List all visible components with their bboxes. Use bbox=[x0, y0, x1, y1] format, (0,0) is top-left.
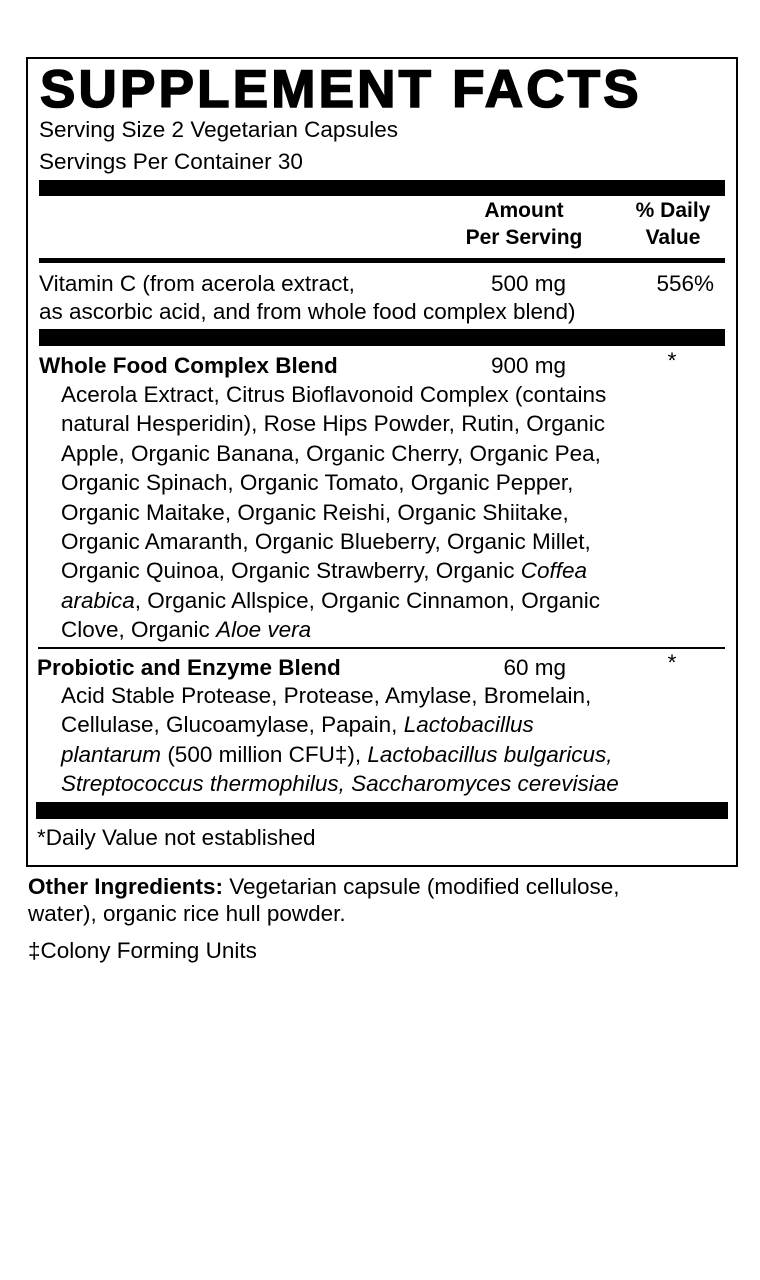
header-dv-line1: % Daily bbox=[635, 199, 711, 222]
daily-value-footnote: *Daily Value not established bbox=[37, 825, 316, 850]
medium-divider bbox=[39, 258, 725, 263]
ingredient-line bbox=[61, 710, 619, 739]
panel-title: SUPPLEMENT FACTS bbox=[40, 60, 642, 119]
servings-per-container: Servings Per Container 30 bbox=[39, 149, 303, 174]
ingredient-text: natural Hesperidin), Rose Hips Powder, Rutin, Organic bbox=[61, 411, 605, 437]
blend-name: Whole Food Complex Blend bbox=[39, 353, 338, 378]
ingredient-line bbox=[61, 586, 606, 615]
header-amount-line1: Amount bbox=[484, 199, 564, 222]
ingredient-text: Organic Quinoa, Organic Strawberry, Organic bbox=[61, 558, 521, 584]
blend-daily-value: * bbox=[667, 650, 677, 675]
serving-size: Serving Size 2 Vegetarian Capsules bbox=[39, 117, 398, 142]
other-ingredients-label: Other Ingredients: bbox=[28, 874, 224, 899]
cfu-footnote: ‡Colony Forming Units bbox=[28, 938, 257, 963]
blend-ingredients bbox=[61, 380, 606, 645]
ingredient-text-italic: plantarum bbox=[61, 741, 162, 767]
vitamin-c-amount: 500 mg bbox=[490, 271, 566, 296]
ingredient-text-italic: Lactobacillus bulgaricus, bbox=[367, 741, 613, 767]
amount-per-serving-header bbox=[444, 197, 604, 251]
other-ingredients-text: Vegetarian capsule (modified cellulose, bbox=[223, 874, 620, 899]
blend-daily-value: * bbox=[667, 348, 677, 373]
ingredient-text: Organic Amaranth, Organic Blueberry, Organic Millet, bbox=[61, 529, 591, 555]
other-ingredients-line2: water), organic rice hull powder. bbox=[28, 901, 346, 926]
header-amount-line2: Per Serving bbox=[465, 226, 583, 249]
ingredient-text-italic: Coffea bbox=[520, 558, 588, 584]
blend-ingredients bbox=[61, 681, 619, 799]
thin-divider bbox=[38, 647, 725, 649]
ingredient-line bbox=[61, 556, 606, 585]
vitamin-c-name-line2: as ascorbic acid, and from whole food complex blend) bbox=[39, 299, 576, 324]
ingredient-line bbox=[61, 468, 606, 497]
blend-amount: 900 mg bbox=[490, 353, 566, 378]
ingredient-line bbox=[61, 527, 606, 556]
ingredient-line bbox=[61, 439, 606, 468]
other-ingredients-line1 bbox=[28, 872, 620, 901]
vitamin-c-name-line1: Vitamin C (from acerola extract, bbox=[39, 271, 355, 296]
header-dv-line2: Value bbox=[645, 226, 701, 249]
blend-amount: 60 mg bbox=[503, 655, 566, 680]
ingredient-text-italic: Lactobacillus bbox=[403, 712, 534, 738]
ingredient-line bbox=[61, 409, 606, 438]
ingredient-text: Acerola Extract, Citrus Bioflavonoid Complex (contains bbox=[61, 382, 607, 407]
ingredient-line bbox=[61, 681, 619, 710]
ingredient-text-italic: Aloe vera bbox=[216, 617, 312, 643]
thick-divider bbox=[36, 802, 728, 819]
vitamin-c-daily-value: 556% bbox=[656, 271, 714, 296]
ingredient-line bbox=[61, 769, 619, 798]
ingredient-text: , Organic Allspice, Organic Cinnamon, Organic bbox=[134, 587, 601, 613]
ingredient-text-italic: Streptococcus thermophilus, Saccharomyces cerevisiae bbox=[61, 771, 619, 797]
ingredient-text-italic: arabica bbox=[61, 587, 135, 613]
thick-divider bbox=[39, 329, 725, 346]
ingredient-text: Acid Stable Protease, Protease, Amylase, Bromelain, bbox=[61, 683, 592, 708]
blend-name: Probiotic and Enzyme Blend bbox=[37, 655, 341, 680]
ingredient-text: Cellulase, Glucoamylase, Papain, bbox=[61, 712, 404, 738]
ingredient-line bbox=[61, 615, 606, 644]
ingredient-text: Organic Maitake, Organic Reishi, Organic Shiitake, bbox=[61, 499, 569, 525]
ingredient-text: Apple, Organic Banana, Organic Cherry, Organic Pea, bbox=[61, 440, 601, 466]
ingredient-line bbox=[61, 380, 606, 409]
ingredient-text: (500 million CFU‡), bbox=[161, 741, 368, 767]
ingredient-line bbox=[61, 740, 619, 769]
ingredient-line bbox=[61, 498, 606, 527]
ingredient-text: Clove, Organic bbox=[61, 617, 217, 643]
thick-divider bbox=[39, 180, 725, 196]
ingredient-text: Organic Spinach, Organic Tomato, Organic Pepper, bbox=[61, 470, 574, 496]
daily-value-header bbox=[618, 197, 728, 251]
